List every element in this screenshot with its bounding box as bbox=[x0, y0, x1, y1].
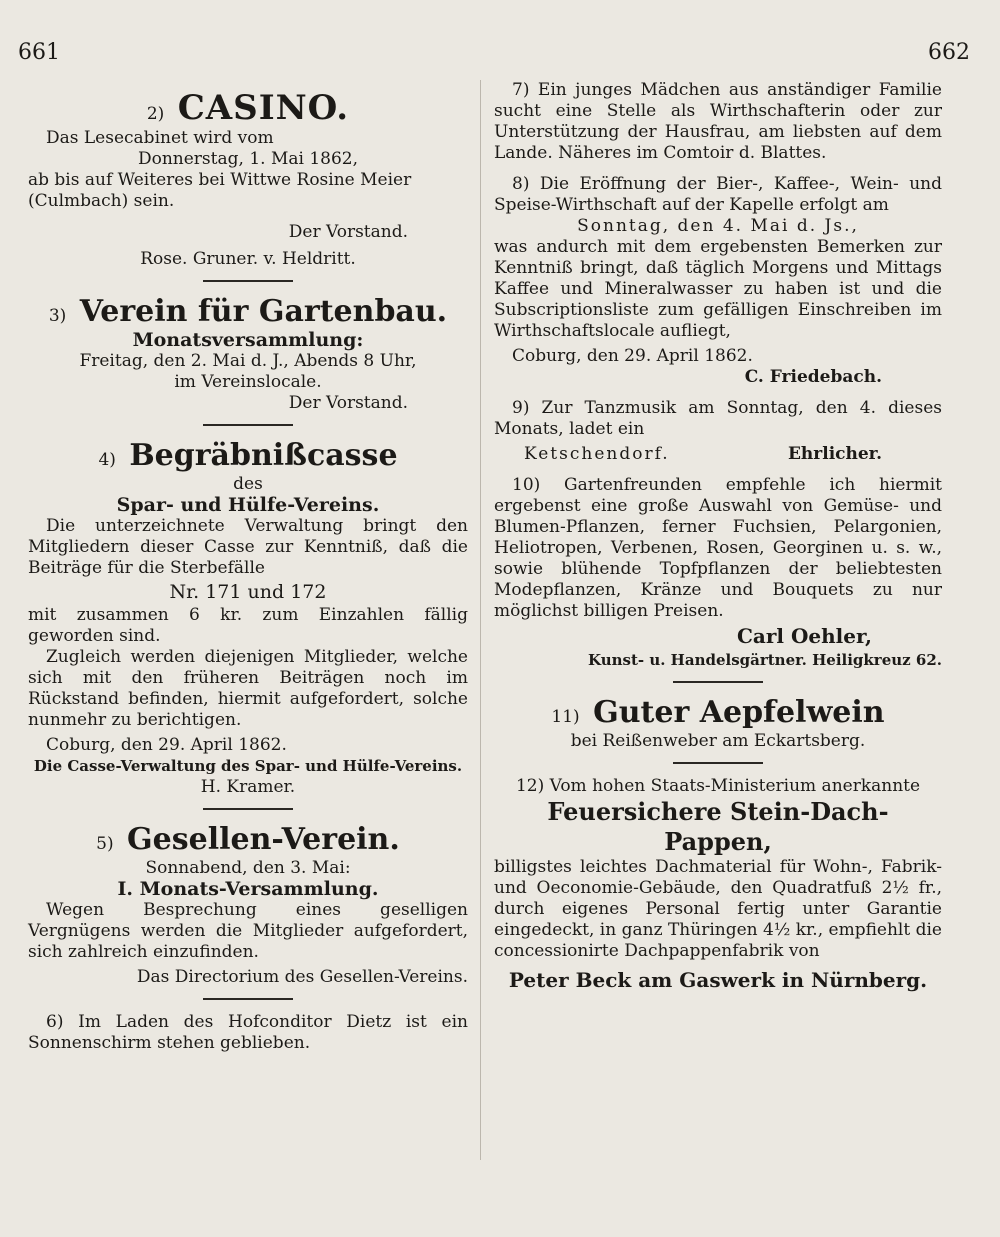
right-column bbox=[494, 80, 942, 994]
ad-number: 2) bbox=[146, 104, 165, 124]
ad-signature: Peter Beck am Gaswerk in Nürnberg. bbox=[508, 968, 928, 992]
ad-place: Ketschendorf. bbox=[524, 444, 670, 464]
ad-body: was andurch mit dem ergebensten Bemerken zur Kenntniß bringt, daß täglich Morgens und Mittags Kaffee und Mineralwasser zu haben ist und die Subscriptionsliste zum gefälligen Einschreiben im Wirthschaftslocale aufliegt, bbox=[494, 237, 942, 341]
ad-title: Feuersichere Stein-Dach-Pappen, bbox=[547, 797, 889, 856]
ad-title: Verein für Gartenbau. bbox=[79, 294, 448, 329]
ad-number: 4) bbox=[98, 450, 116, 470]
ad-signature: Ehrlicher. bbox=[787, 444, 882, 464]
page-number-right: 662 bbox=[928, 40, 970, 65]
ad-body: 7) Ein junges Mädchen aus anständiger Familie sucht eine Stelle als Wirthschafterin oder zur Unterstützung der Hausfrau, am liebsten auf dem Lande. Näheres im Comtoir d. Blattes. bbox=[494, 80, 942, 163]
ad-body: 6) Im Laden des Hofconditor Dietz ist ein Sonnenschirm stehen geblieben. bbox=[28, 1012, 468, 1053]
section-rule bbox=[203, 998, 293, 1000]
ad-subsignature: Kunst- u. Handelsgärtner. Heiligkreuz 62. bbox=[587, 651, 942, 669]
ad-date: Sonnabend, den 3. Mai: bbox=[145, 858, 351, 878]
ad-subtitle: Monatsversammlung: bbox=[132, 329, 364, 351]
ad-casino bbox=[28, 88, 468, 270]
ad-signature: Das Directorium des Gesellen-Vereins. bbox=[136, 967, 468, 987]
ad-kapelle bbox=[494, 174, 942, 388]
ad-gartenbau bbox=[28, 294, 468, 414]
ad-dachpappen bbox=[494, 776, 942, 994]
ad-line: Donnerstag, 1. Mai 1862, bbox=[137, 149, 358, 169]
ad-title: Guter Aepfelwein bbox=[593, 695, 885, 730]
section-rule bbox=[673, 762, 763, 764]
ad-body: 8) Die Eröffnung der Bier-, Kaffee-, Wein- und Speise-Wirthschaft auf der Kapelle erfolgt am bbox=[494, 174, 942, 215]
ad-subtitle: I. Monats-Versammlung. bbox=[117, 878, 379, 900]
ad-number: 5) bbox=[96, 834, 114, 854]
ad-begraebniss bbox=[28, 438, 468, 798]
ad-place: Coburg, den 29. April 1862. bbox=[512, 346, 753, 366]
ad-body: bei Reißenweber am Eckartsberg. bbox=[570, 731, 866, 751]
ad-body: 9) Zur Tanzmusik am Sonntag, den 4. dieses Monats, ladet ein bbox=[494, 398, 942, 439]
section-rule bbox=[203, 808, 293, 810]
ad-line: ab bis auf Weiteres bei Wittwe Rosine Meier bbox=[28, 170, 412, 190]
ad-number: 3) bbox=[48, 306, 67, 326]
left-column bbox=[28, 80, 468, 1054]
ad-signature: Der Vorstand. bbox=[288, 393, 408, 413]
ad-line: des bbox=[233, 474, 263, 494]
ad-number: 11) bbox=[551, 707, 580, 727]
ad-sonnenschirm bbox=[28, 1012, 468, 1054]
ad-line: Nr. 171 und 172 bbox=[169, 581, 327, 603]
ad-name: H. Kramer. bbox=[200, 777, 296, 797]
ad-line: Freitag, den 2. Mai d. J., Abends 8 Uhr, bbox=[79, 351, 417, 371]
ad-body: billigstes leichtes Dachmaterial für Wohn-, Fabrik- und Oeconomie-Gebäude, den Quadratfuß 2½ fr., durch eigenes Personal fertig unter Garantie eingedeckt, in ganz Thüringen 4½ kr., empfiehlt die concessionirte Dachpappenfabrik von bbox=[494, 857, 942, 961]
ad-body: Die unterzeichnete Verwaltung bringt den Mitgliedern dieser Casse zur Kenntniß, daß die Beiträge für die Sterbefälle bbox=[28, 516, 468, 578]
page-number-left: 661 bbox=[18, 40, 60, 65]
ad-body: mit zusammen 6 kr. zum Einzahlen fällig geworden sind. bbox=[28, 605, 468, 646]
ad-signature: Carl Oehler, bbox=[736, 624, 872, 648]
ad-line: Das Lesecabinet wird vom bbox=[46, 128, 274, 148]
ad-signature: C. Friedebach. bbox=[744, 367, 882, 387]
section-rule bbox=[203, 280, 293, 282]
ad-line: (Culmbach) sein. bbox=[28, 191, 175, 211]
ad-names: Rose. Gruner. v. Heldritt. bbox=[140, 249, 356, 269]
ad-aepfelwein bbox=[494, 695, 942, 752]
ad-title: CASINO. bbox=[177, 88, 350, 128]
ad-gesellen bbox=[28, 822, 468, 988]
ad-subtitle: Spar- und Hülfe-Vereins. bbox=[116, 494, 380, 516]
ad-date: Coburg, den 29. April 1862. bbox=[46, 735, 287, 755]
column-divider bbox=[480, 80, 481, 1160]
ad-body: 10) Gartenfreunden empfehle ich hiermit ergebenst eine große Auswahl von Gemüse- und Blumen-Pflanzen, ferner Fuchsien, Pelargonien, Heliotropen, Verbenen, Rosen, Georginen u. s. w., sowie blühende Topfpflanzen der beliebtesten Modepflanzen, Kränze und Bouquets zu nur möglichst billigen Preisen. bbox=[494, 475, 942, 621]
ad-signature: Die Casse-Verwaltung des Spar- und Hülfe-Vereins. bbox=[33, 757, 463, 775]
ad-gartenfreunde bbox=[494, 475, 942, 671]
ad-body: Wegen Besprechung eines geselligen Vergnügens werden die Mitglieder aufgefordert, sich zahlreich einzufinden. bbox=[28, 900, 468, 962]
ad-tanzmusik bbox=[494, 398, 942, 465]
ad-title: Gesellen-Verein. bbox=[127, 822, 400, 857]
ad-line: im Vereinslocale. bbox=[174, 372, 322, 392]
ad-body: Zugleich werden diejenigen Mitglieder, welche sich mit den früheren Beiträgen noch im Rückstand befinden, hiermit aufgefordert, solche nunmehr zu berichtigen. bbox=[28, 647, 468, 730]
ad-intro: 12) Vom hohen Staats-Ministerium anerkannte bbox=[515, 776, 921, 796]
ad-title: Begräbnißcasse bbox=[129, 438, 398, 473]
section-rule bbox=[673, 681, 763, 683]
ad-signature: Der Vorstand. bbox=[288, 222, 408, 242]
ad-date: Sonntag, den 4. Mai d. Js., bbox=[577, 216, 859, 236]
section-rule bbox=[203, 424, 293, 426]
ad-maedchen bbox=[494, 80, 942, 164]
